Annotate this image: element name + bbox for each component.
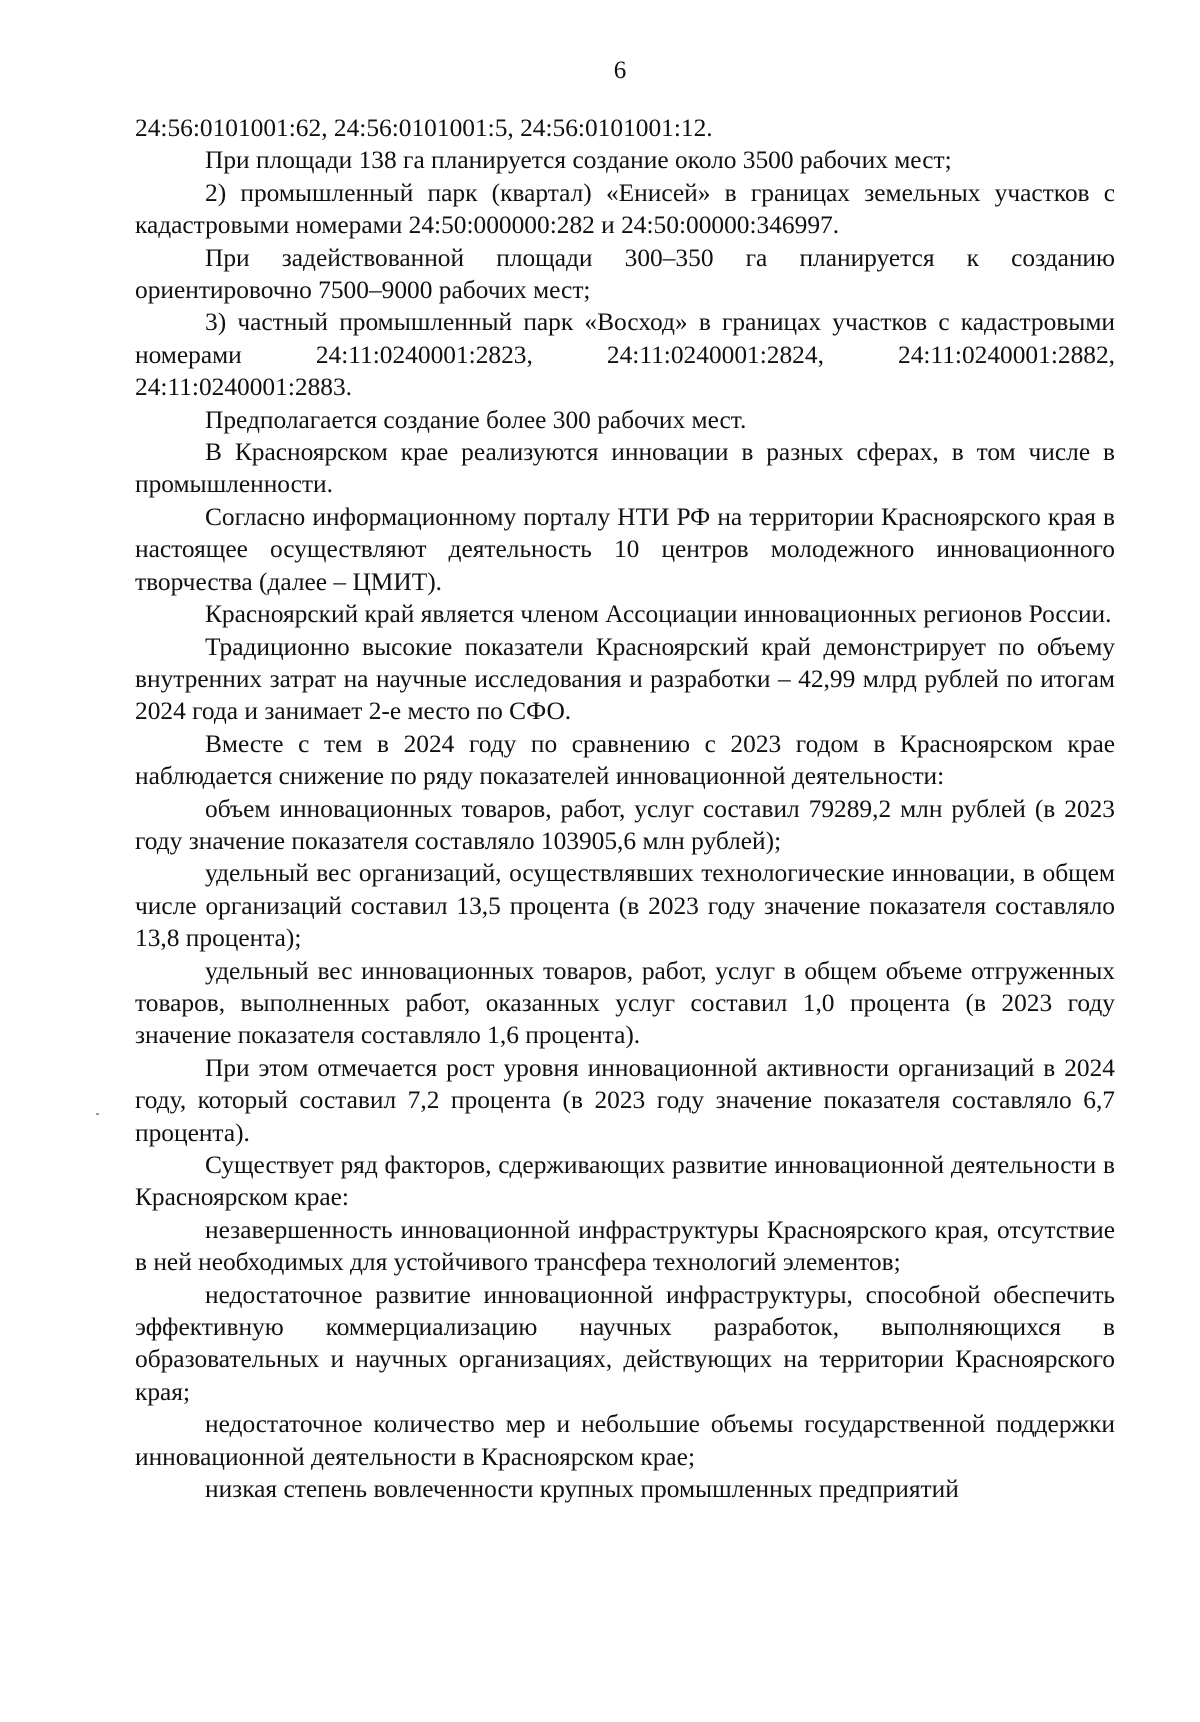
paragraph-innovations: В Красноярском крае реализуются инновации в разных сферах, в том числе в промышленности. [135, 438, 1115, 499]
paragraph-nti-portal: Согласно информационному порталу НТИ РФ на территории Красноярского края в настоящее осуществляют деятельность 10 центров молодежного инновационного творчества (далее – ЦМИТ). [135, 502, 1115, 596]
paragraph-rnd-expenses: Традиционно высокие показатели Красноярский край демонстрирует по объему внутренних затрат на научные исследования и разработки – 42,99 млрд рублей по итогам 2024 года и занимает 2-е место по СФО. [135, 632, 1115, 726]
paragraph-innovative-goods-volume: объем инновационных товаров, работ, услуг составил 79289,2 млн рублей (в 2023 году значение показателя составляло 103905,6 млн рублей); [135, 794, 1115, 855]
scan-speck [96, 1113, 99, 1115]
paragraph-association: Красноярский край является членом Ассоциации инновационных регионов России. [205, 600, 1112, 629]
paragraph-park-voskhod: 3) частный промышленный парк «Восход» в границах участков с кадастровыми номерами 24:11:0240001:2823, 24:11:0240001:2824, 24:11:0240001:2882, 24:11:0240001:2883. [135, 308, 1115, 402]
paragraph-constraint-support: недостаточное количество мер и небольшие объемы государственной поддержки инновационной деятельности в Красноярском крае; [135, 1410, 1115, 1471]
paragraph-constraints-intro: Существует ряд факторов, сдерживающих развитие инновационной деятельности в Красноярском крае: [135, 1151, 1115, 1212]
paragraph-jobs-138ha: При площади 138 га планируется создание около 3500 рабочих мест; [205, 146, 952, 175]
paragraph-constraint-commercialization: недостаточное развитие инновационной инфраструктуры, способной обеспечить эффективную коммерциализацию научных разработок, выполняющихся в образовательных и научных организациях, действующих на территории Красноярского края; [135, 1280, 1115, 1406]
paragraph-park-enisey: 2) промышленный парк (квартал) «Енисей» в границах земельных участков с кадастровыми номерами 24:50:000000:282 и 24:50:00000:346997. [135, 178, 1115, 240]
paragraph-jobs-300: Предполагается создание более 300 рабочих мест. [205, 405, 747, 434]
paragraph-jobs-300-350ha: При задействованной площади 300–350 га планируется к созданию ориентировочно 7500–9000 рабочих мест; [135, 243, 1115, 305]
paragraph-activity-growth: При этом отмечается рост уровня инновационной активности организаций в 2024 году, который составил 7,2 процента (в 2023 году значение показателя составляло 6,7 процента). [135, 1053, 1115, 1147]
paragraph-constraint-enterprises: низкая степень вовлеченности крупных промышленных предприятий [205, 1475, 959, 1504]
paragraph-tech-innovation-share: удельный вес организаций, осуществлявших технологические инновации, в общем числе организаций составил 13,5 процента (в 2023 году значение показателя составляло 13,8 процента); [135, 859, 1115, 953]
page-number: 6 [613, 57, 627, 84]
paragraph-innovative-goods-share: удельный вес инновационных товаров, работ, услуг в общем объеме отгруженных товаров, выполненных работ, оказанных услуг составил 1,0 процента (в 2023 году значение показателя составляло 1,6 процента). [135, 956, 1115, 1050]
paragraph-cadastral-continuation: 24:56:0101001:62, 24:56:0101001:5, 24:56:0101001:12. [135, 114, 713, 142]
paragraph-constraint-infrastructure: незавершенность инновационной инфраструктуры Красноярского края, отсутствие в ней необходимых для устойчивого трансфера технологий элементов; [135, 1215, 1115, 1277]
paragraph-decline-intro: Вместе с тем в 2024 году по сравнению с 2023 годом в Красноярском крае наблюдается снижение по ряду показателей инновационной деятельности: [135, 729, 1115, 791]
document-body [135, 112, 1115, 1505]
